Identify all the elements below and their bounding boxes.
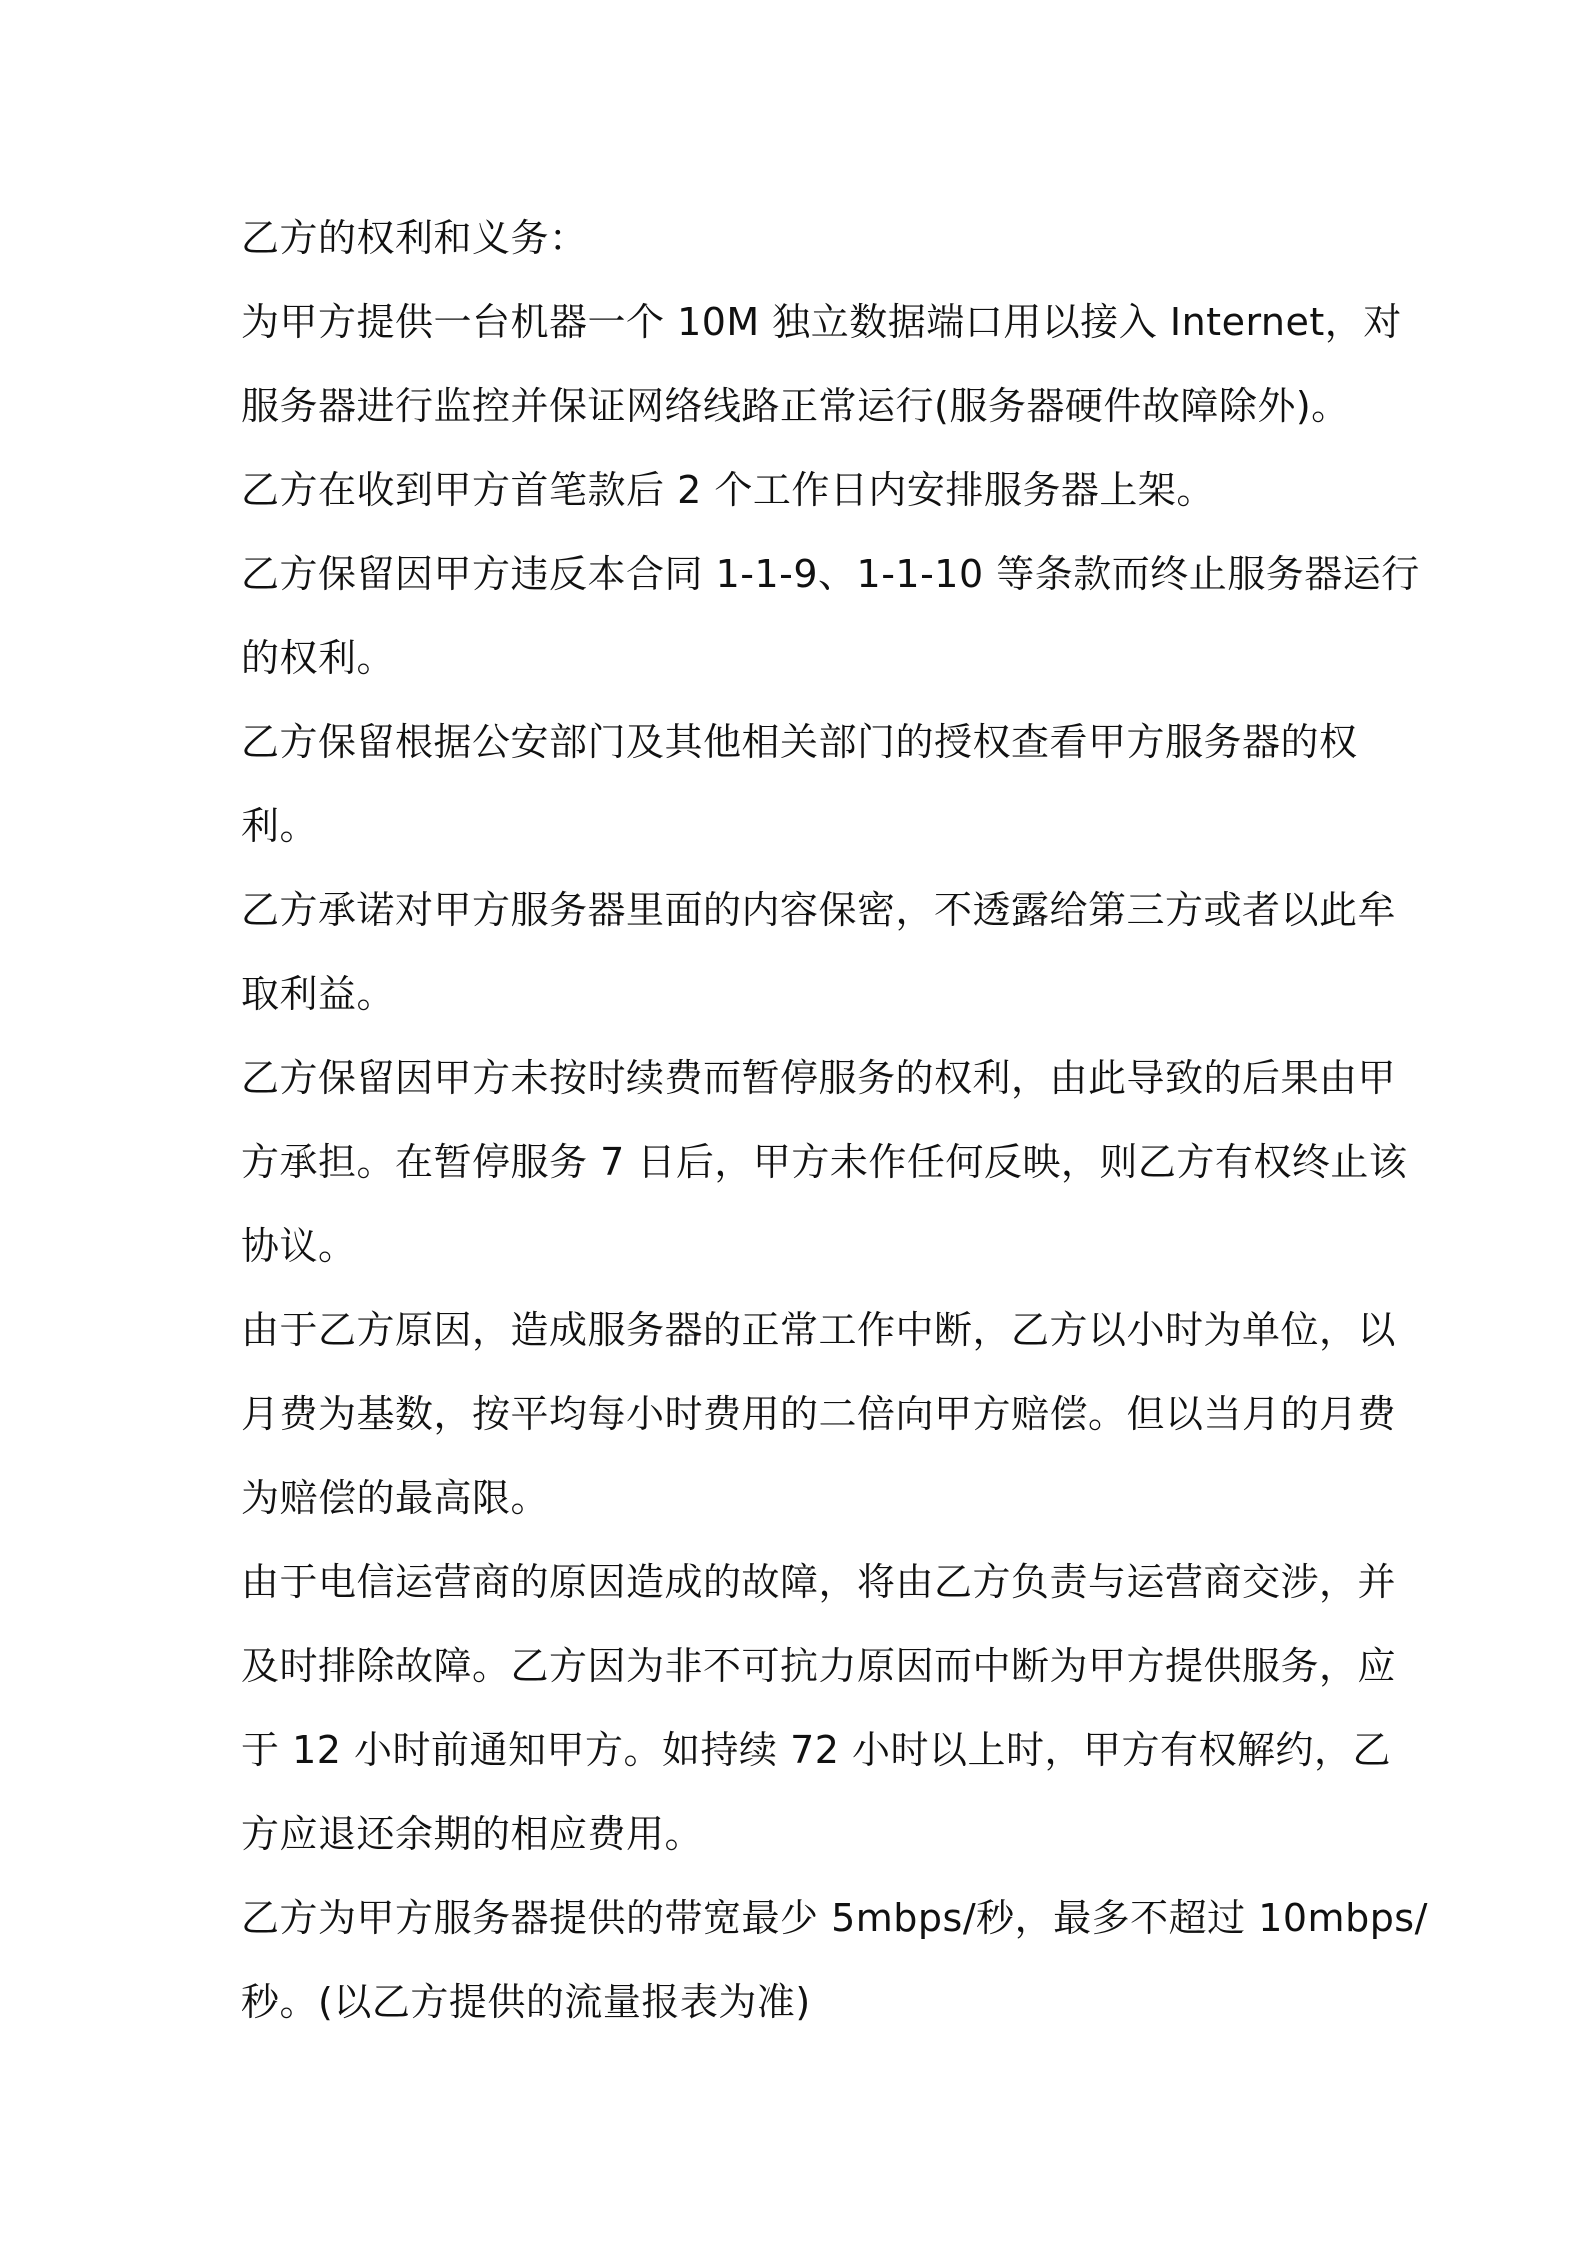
paragraph-3 xyxy=(241,532,1420,700)
text-line: 由于乙方原因，造成服务器的正常工作中断，乙方以小时为单位，以 xyxy=(241,1308,1397,1352)
heading-line: 乙方的权利和义务： xyxy=(241,216,588,260)
text-line: 服务器进行监控并保证网络线路正常运行(服务器硬件故障除外)。 xyxy=(241,384,1350,428)
text-line: 月费为基数，按平均每小时费用的二倍向甲方赔偿。但以当月的月费 xyxy=(241,1392,1397,1436)
text-line: 乙方在收到甲方首笔款后 2 个工作日内安排服务器上架。 xyxy=(241,468,1215,512)
text-line: 乙方为甲方服务器提供的带宽最少 5mbps/秒，最多不超过 10mbps/ xyxy=(241,1896,1428,1940)
text-line: 为赔偿的最高限。 xyxy=(241,1476,550,1520)
text-line: 由于电信运营商的原因造成的故障，将由乙方负责与运营商交涉，并 xyxy=(241,1560,1397,1604)
paragraph-7 xyxy=(241,1288,1397,1540)
paragraph-5 xyxy=(241,868,1397,1036)
text-line: 秒。(以乙方提供的流量报表为准) xyxy=(241,1980,811,2024)
paragraph-9 xyxy=(241,1876,1428,2044)
text-line: 于 12 小时前通知甲方。如持续 72 小时以上时，甲方有权解约，乙 xyxy=(241,1728,1392,1772)
text-line: 乙方保留因甲方违反本合同 1-1-9、1-1-10 等条款而终止服务器运行 xyxy=(241,552,1420,596)
paragraph-2 xyxy=(241,448,1361,532)
text-line: 及时排除故障。乙方因为非不可抗力原因而中断为甲方提供服务，应 xyxy=(241,1644,1397,1688)
text-line: 协议。 xyxy=(241,1224,357,1268)
paragraph-1 xyxy=(241,280,1402,448)
section-heading xyxy=(241,196,1361,280)
text-line: 为甲方提供一台机器一个 10M 独立数据端口用以接入 Internet，对 xyxy=(241,300,1402,344)
document-body xyxy=(241,196,1428,2044)
text-line: 乙方保留根据公安部门及其他相关部门的授权查看甲方服务器的权 xyxy=(241,720,1358,764)
text-line: 乙方保留因甲方未按时续费而暂停服务的权利，由此导致的后果由甲 xyxy=(241,1056,1397,1100)
text-line: 的权利。 xyxy=(241,636,396,680)
paragraph-8 xyxy=(241,1540,1397,1876)
paragraph-6 xyxy=(241,1036,1408,1288)
text-line: 乙方承诺对甲方服务器里面的内容保密，不透露给第三方或者以此牟 xyxy=(241,888,1397,932)
text-line: 方承担。在暂停服务 7 日后，甲方未作任何反映，则乙方有权终止该 xyxy=(241,1140,1408,1184)
paragraph-4 xyxy=(241,700,1361,868)
text-line: 利。 xyxy=(241,804,319,848)
text-line: 取利益。 xyxy=(241,972,396,1016)
text-line: 方应退还余期的相应费用。 xyxy=(241,1812,704,1856)
